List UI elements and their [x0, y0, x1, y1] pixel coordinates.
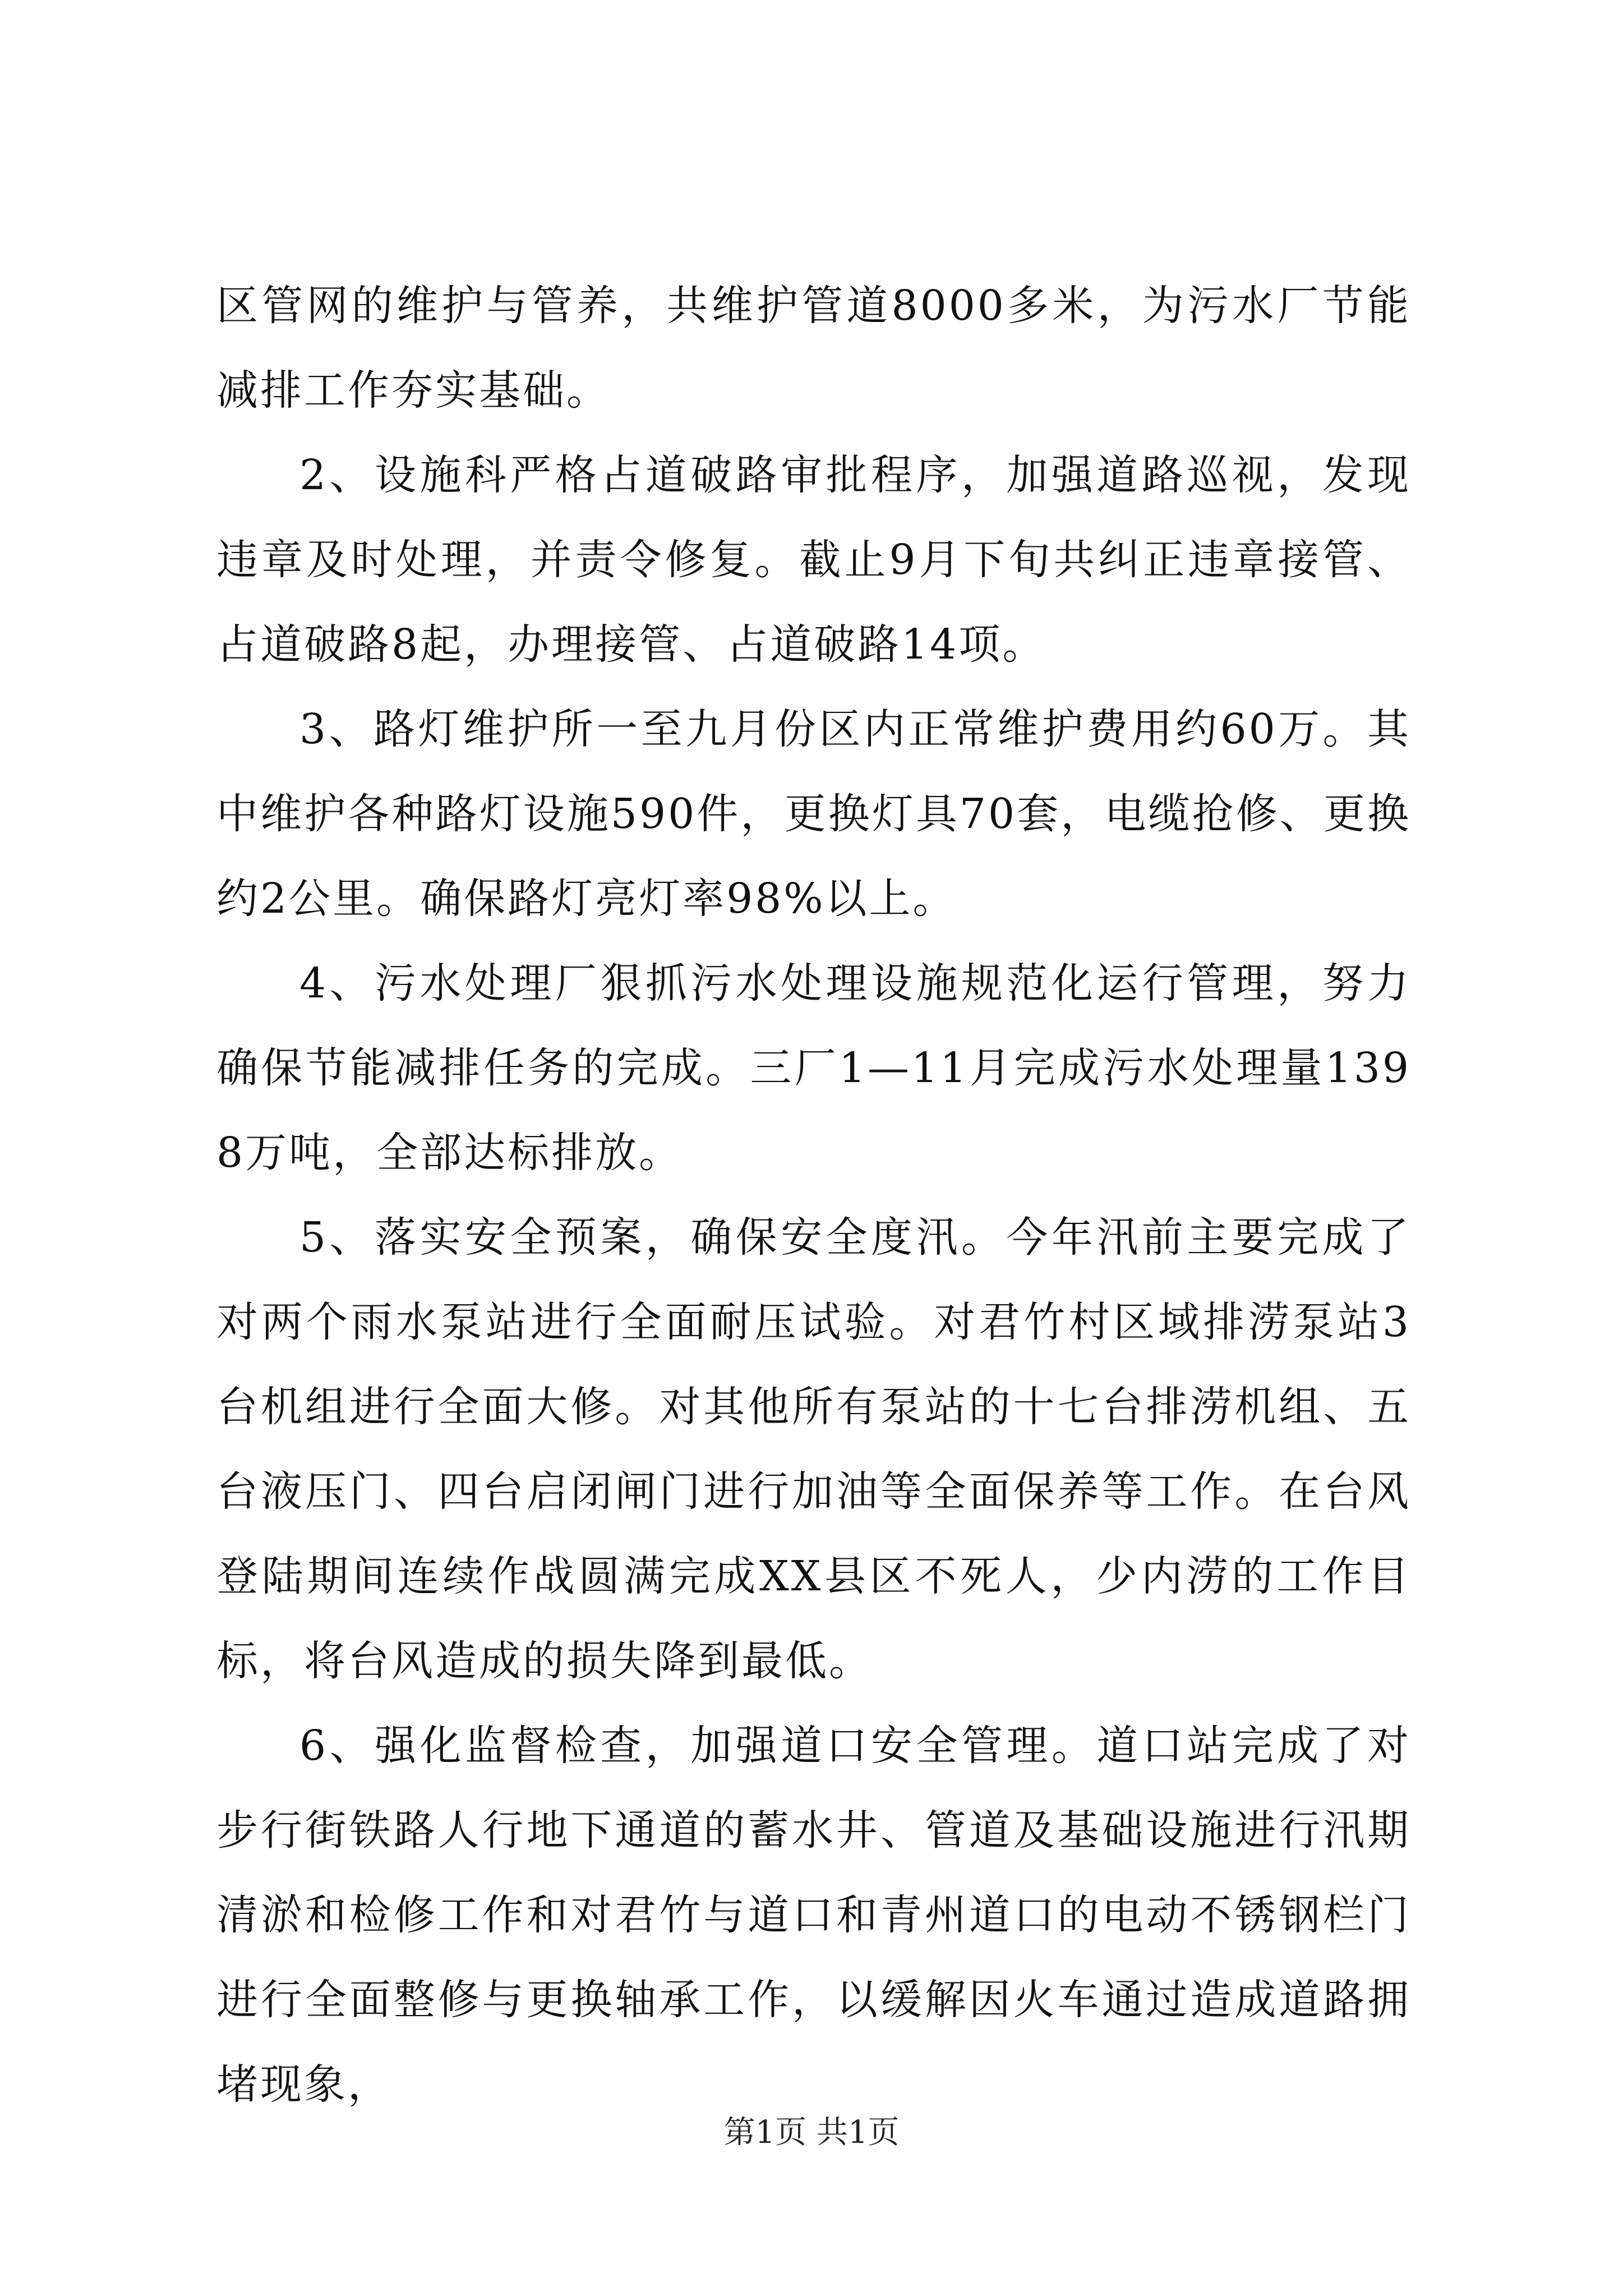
paragraph-item-6: 6、强化监督检查，加强道口安全管理。道口站完成了对步行街铁路人行地下通道的蓄水井、管道及基础设施进行汛期清淤和检修工作和对君竹与道口和青州道口的电动不锈钢栏门进行全面整修与更换轴承工作，以缓解因火车通过造成道路拥堵现象， — [216, 1722, 1411, 2109]
paragraph-continued: 区管网的维护与管养，共维护管道8000多米，为污水厂节能减排工作夯实基础。 — [216, 282, 1411, 415]
paragraph-item-5: 5、落实安全预案，确保安全度汛。今年汛前主要完成了对两个雨水泵站进行全面耐压试验。对君竹村区域排涝泵站3台机组进行全面大修。对其他所有泵站的十七台排涝机组、五台液压门、四台启闭闸门进行加油等全面保养等工作。在台风登陆期间连续作战圆满完成XX县区不死人，少内涝的工作目标，将台风造成的损失降到最低。 — [216, 1213, 1411, 1685]
paragraph-item-3: 3、路灯维护所一至九月份区内正常维护费用约60万。其中维护各种路灯设施590件，更换灯具70套，电缆抢修、更换约2公里。确保路灯亮灯率98%以上。 — [216, 705, 1411, 923]
page-footer: 第1页 共1页 — [723, 2114, 900, 2151]
paragraph-item-2: 2、设施科严格占道破路审批程序，加强道路巡视，发现违章及时处理，并责令修复。截止9月下旬共纠正违章接管、占道破路8起，办理接管、占道破路14项。 — [216, 451, 1411, 669]
document-body — [216, 264, 1411, 2127]
paragraph-item-4: 4、污水处理厂狠抓污水处理设施规范化运行管理，努力确保节能减排任务的完成。三厂1—11月完成污水处理量1398万吨，全部达标排放。 — [216, 959, 1411, 1177]
